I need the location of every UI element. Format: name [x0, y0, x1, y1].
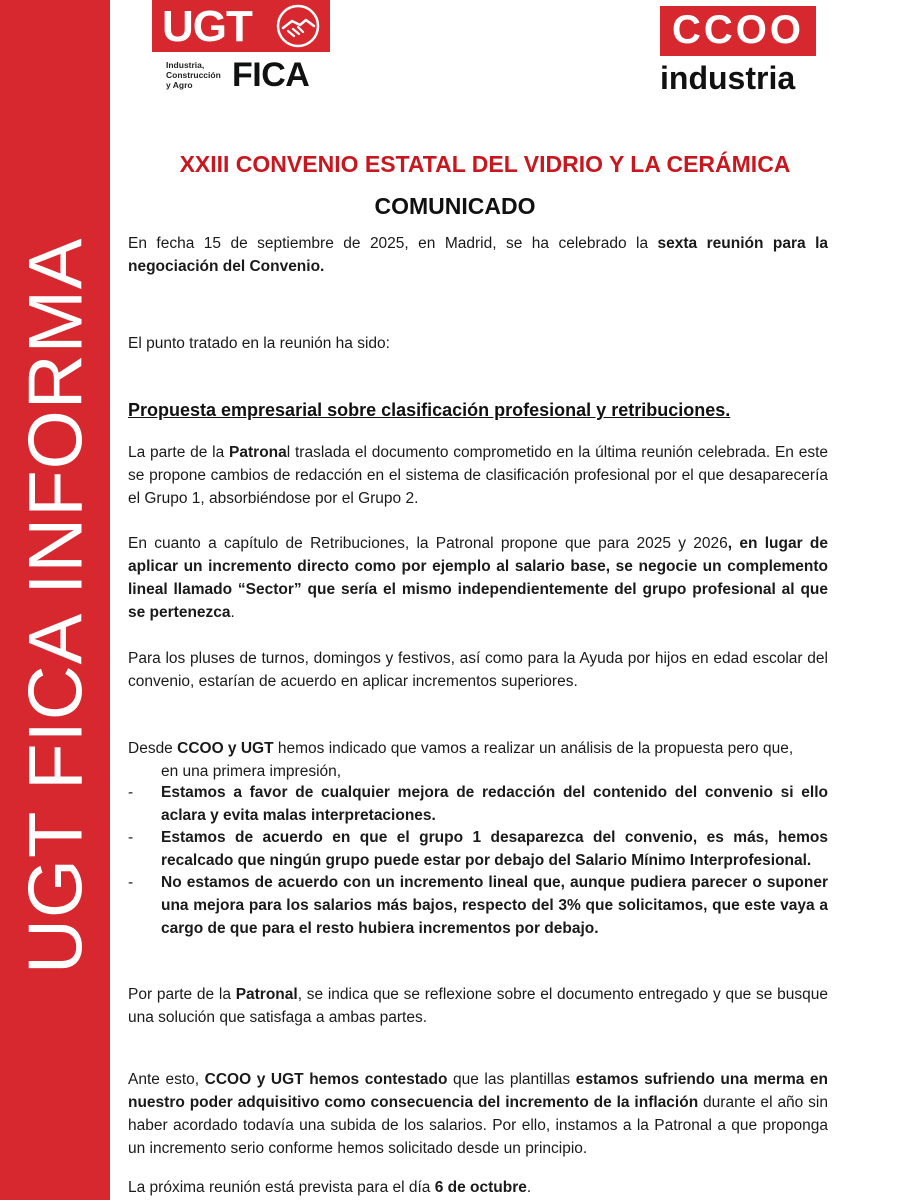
document-title: XXIII CONVENIO ESTATAL DEL VIDRIO Y LA CERÁMICA [179, 151, 791, 177]
bullet-item: - Estamos de acuerdo en que el grupo 1 desaparezca del convenio, es más, hemos recalcado que ningún grupo puede estar por debajo del Salario Mínimo Interprofesional. [128, 829, 828, 869]
section-heading: Propuesta empresarial sobre clasificación profesional y retribuciones. [128, 400, 731, 420]
ccoo-logo-box [660, 6, 816, 56]
paragraph-point: El punto tratado en la reunión ha sido: [128, 335, 390, 352]
ugt-fica-subtitle: Industria, Construcción y Agro [166, 60, 221, 90]
handshake-icon [274, 4, 322, 48]
ugt-fica-logo [152, 0, 330, 96]
ugt-logo-box [152, 0, 330, 52]
sidebar-banner [0, 0, 110, 1200]
paragraph-proxima-reunion: La próxima reunión está prevista para el día 6 de octubre. [128, 1179, 532, 1196]
document-subtitle: COMUNICADO [374, 193, 536, 219]
bullet-item: - No estamos de acuerdo con un incremento lineal que, aunque pudiera parecer o suponer una mejora para los salarios más bajos, respecto del 3% que solicitamos, que este vaya a cargo de que para el resto hubiera incrementos por debajo. [128, 874, 828, 937]
paragraph-ccoo-ugt-analysis: Desde CCOO y UGT hemos indicado que vamos a realizar un análisis de la propuesta pero que, en una primera impresión, [128, 740, 794, 780]
ugt-logo-word: UGT [162, 2, 252, 51]
sidebar-text: UGT FICA INFORMA [13, 237, 99, 974]
industria-logo-word: industria [660, 60, 796, 96]
paragraph-retribuciones: En cuanto a capítulo de Retribuciones, la Patronal propone que para 2025 y 2026, en lugar de aplicar un incremento directo como por ejemplo al salario base, se negocie un complemento lineal llamado “Sector” que sería el mismo independientemente del grupo profesional al que se pertenezca. [128, 535, 828, 621]
paragraph-respuesta: Ante esto, CCOO y UGT hemos contestado que las plantillas estamos sufriendo una merma en nuestro poder adquisitivo como consecuencia del incremento de la inflación durante el año sin haber acordado todavía una subida de los salarios. Por ello, instamos a la Patronal a que proponga un incremento serio conforme hemos solicitado desde un principio. [128, 1071, 829, 1157]
ccoo-logo-word: CCOO [672, 8, 804, 52]
fica-logo-word: FICA [232, 56, 310, 94]
paragraph-intro: En fecha 15 de septiembre de 2025, en Madrid, se ha celebrado la sexta reunión para la negociación del Convenio. [128, 235, 828, 275]
paragraph-patronal-document: La parte de la Patronal traslada el documento comprometido en la última reunión celebrada. En este se propone cambios de redacción en el sistema de clasificación profesional por el que desaparecería el Grupo 1, absorbiéndose por el Grupo 2. [128, 444, 828, 507]
ccoo-industria-logo [660, 6, 818, 98]
paragraph-pluses: Para los pluses de turnos, domingos y festivos, así como para la Ayuda por hijos en edad escolar del convenio, estarían de acuerdo en aplicar incrementos superiores. [128, 650, 828, 690]
paragraph-patronal-reflexion: Por parte de la Patronal, se indica que se reflexione sobre el documento entregado y que se busque una solución que satisfaga a ambas partes. [128, 986, 828, 1026]
bullet-item: - Estamos a favor de cualquier mejora de redacción del contenido del convenio si ello aclara y evita malas interpretaciones. [128, 784, 828, 824]
